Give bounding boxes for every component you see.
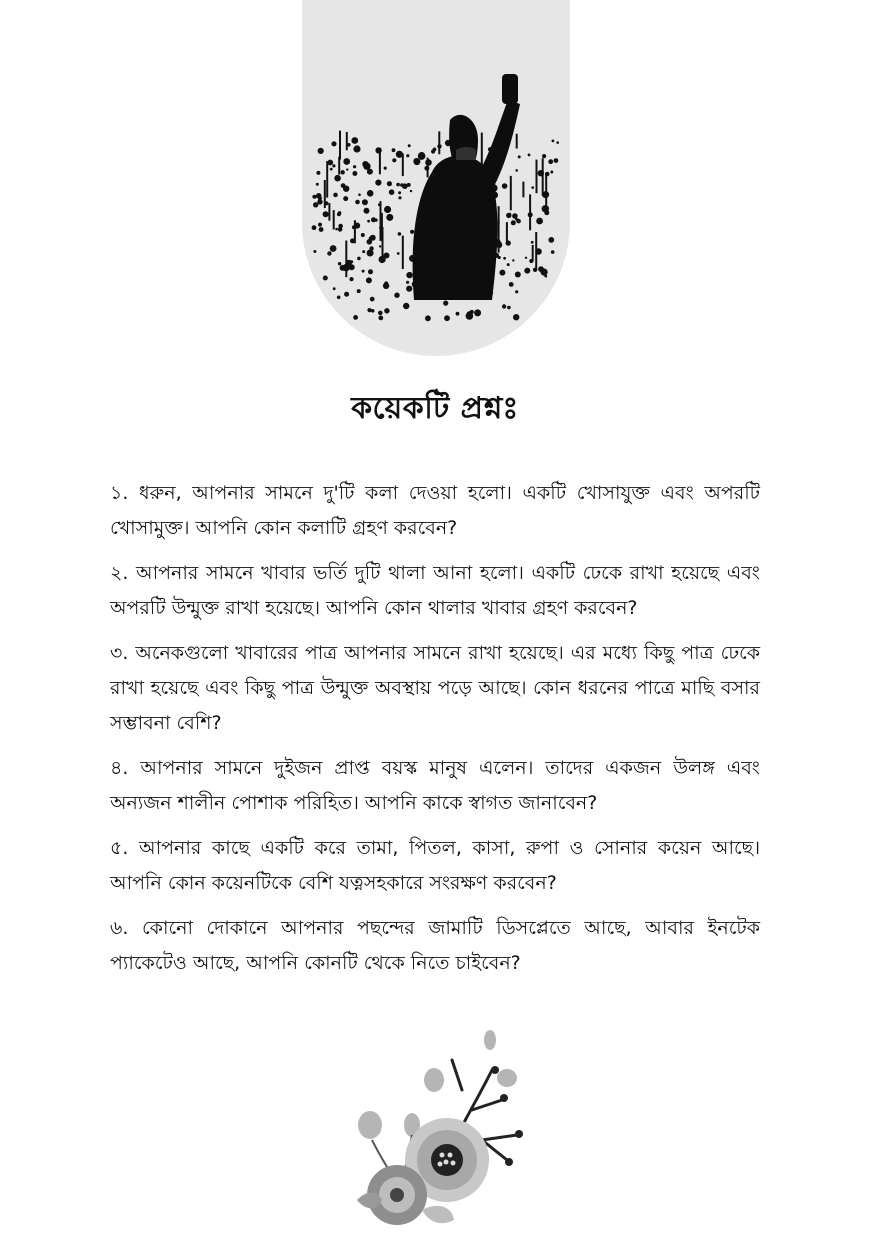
crowd-dot	[474, 309, 481, 316]
crowd-dot	[512, 259, 514, 261]
crowd-dot	[425, 315, 431, 321]
crowd-dot	[375, 180, 381, 186]
crowd-dot	[335, 228, 338, 231]
crowd-dot	[542, 154, 546, 158]
crowd-arm	[324, 180, 326, 208]
crowd-dot	[312, 195, 316, 199]
crowd-dot	[367, 250, 374, 257]
crowd-dot	[384, 206, 391, 213]
crowd-dot	[362, 199, 368, 205]
crowd-arm	[354, 220, 356, 243]
crowd-dot	[414, 158, 419, 163]
crowd-dot	[341, 170, 345, 174]
crowd-dot	[344, 292, 349, 297]
crowd-dot	[548, 237, 554, 243]
crowd-arm	[338, 157, 340, 175]
crowd-dot	[379, 245, 381, 247]
crowd-dot	[406, 154, 409, 157]
crowd-dot	[541, 269, 548, 276]
crowd-dot	[370, 235, 376, 241]
crowd-dot	[524, 268, 530, 274]
raised-fist-woman-icon	[302, 0, 570, 357]
crowd-arm	[379, 148, 381, 174]
crowd-dot	[316, 171, 320, 175]
crowd-dot	[375, 219, 378, 222]
crowd-arm	[328, 203, 330, 221]
crowd-dot	[502, 304, 506, 308]
crowd-dot	[384, 253, 390, 259]
crowd-dot	[366, 277, 372, 283]
crowd-dot	[554, 158, 559, 163]
crowd-dot	[362, 250, 365, 253]
crowd-arm	[542, 158, 544, 196]
crowd-dot	[353, 315, 358, 320]
crowd-dot	[403, 303, 409, 309]
protest-illustration	[302, 0, 570, 357]
crowd-dot	[387, 181, 392, 186]
question-list	[110, 476, 760, 991]
crowd-arm	[427, 158, 429, 178]
crowd-dot	[343, 196, 348, 201]
crowd-dot	[518, 155, 521, 158]
question-item: ১. ধরুন, আপনার সামনে দু'টি কলা দেওয়া হলো। একটি খোসাযুক্ত এবং অপরটি খোসামুক্ত। আপনি কোন কলাটি গ্রহণ করবেন?	[110, 482, 760, 539]
crowd-dot	[355, 200, 360, 205]
crowd-arm	[498, 221, 500, 253]
crowd-dot	[353, 145, 360, 152]
crowd-arm	[333, 210, 335, 229]
crowd-dot	[398, 232, 402, 236]
crowd-dot	[528, 154, 531, 157]
crowd-dot	[398, 191, 401, 194]
crowd-dot	[332, 164, 335, 167]
crowd-dot	[544, 275, 547, 278]
crowd-dot	[341, 183, 346, 188]
crowd-dot	[394, 293, 399, 298]
crowd-arm	[345, 241, 347, 278]
crowd-dot	[456, 312, 460, 316]
crowd-dot	[398, 196, 401, 199]
crowd-dot	[367, 190, 374, 197]
crowd-dot	[406, 281, 409, 284]
crowd-dot	[370, 297, 375, 302]
crowd-dot	[343, 158, 350, 165]
crowd-dot	[410, 190, 412, 192]
crowd-arm	[402, 236, 404, 269]
crowd-dot	[551, 250, 555, 254]
crowd-dot	[368, 269, 373, 274]
crowd-dot	[556, 141, 559, 144]
crowd-dot	[352, 171, 357, 176]
crowd-arm	[532, 245, 534, 261]
crowd-dot	[338, 262, 341, 265]
crowd-arm	[380, 201, 382, 241]
crowd-dot	[410, 230, 414, 234]
crowd-dot	[312, 225, 317, 230]
crowd-dot	[353, 165, 356, 168]
crowd-arm	[326, 161, 328, 198]
crowd-dot	[346, 168, 348, 170]
crowd-dot	[515, 290, 518, 293]
flower-bouquet-icon	[342, 1030, 532, 1235]
crowd-dot	[333, 287, 336, 290]
crowd-dot	[507, 306, 511, 310]
crowd-arm	[506, 222, 508, 242]
question-item: ৫. আপনার কাছে একটি করে তামা, পিতল, কাসা, রুপা ও সোনার কয়েন আছে। আপনি কোন কয়েনটিকে বেশি যত্নসহকারে সংরক্ষণ করবেন?	[110, 837, 760, 894]
crowd-dot	[384, 308, 389, 313]
crowd-arm	[545, 174, 547, 207]
crowd-dot	[503, 257, 506, 260]
crowd-dot	[513, 314, 519, 320]
crowd-arm	[438, 131, 440, 154]
question-item: ৩. অনেকগুলো খাবারের পাত্র আপনার সামনে রাখা হয়েছে। এর মধ্যে কিছু পাত্র ঢেকে রাখা হয়েছে এবং কিছু পাত্র উন্মুক্ত অবস্থায় পড়ে আছে। কোন ধরনের পাত্রে মাছি বসার সম্ভাবনা বেশি?	[110, 642, 760, 734]
crowd-dot	[536, 218, 543, 225]
crowd-dot	[443, 301, 448, 306]
crowd-dot	[515, 272, 521, 278]
crowd-dot	[389, 189, 395, 195]
crowd-dot	[313, 250, 316, 253]
crowd-arm	[516, 134, 518, 149]
crowd-dot	[349, 277, 353, 281]
page-title: কয়েকটি প্রশ্নঃ	[351, 391, 519, 426]
crowd-dot	[507, 263, 510, 266]
crowd-dot	[408, 144, 411, 147]
crowd-dot	[552, 140, 555, 143]
crowd-dot	[397, 252, 400, 255]
crowd-dot	[396, 183, 400, 187]
crowd-dot	[509, 282, 514, 287]
crowd-dot	[525, 257, 527, 259]
crowd-dot	[383, 283, 389, 289]
crowd-dot	[361, 233, 365, 237]
crowd-dot	[323, 211, 329, 217]
crowd-dot	[511, 220, 516, 225]
crowd-arm	[536, 160, 538, 194]
crowd-dot	[358, 193, 361, 196]
crowd-arm	[535, 232, 537, 269]
crowd-dot	[499, 270, 505, 276]
crowd-dot	[467, 311, 473, 317]
flower-ornament	[342, 1030, 532, 1235]
crowd-dot	[362, 270, 365, 273]
question-item: ৬. কোনো দোকানে আপনার পছন্দের জামাটি ডিসপ্লেতে আছে, আবার ইনটেক প্যাকেটেও আছে, আপনি কোনটি থেকে নিতে চাইবেন?	[110, 917, 760, 974]
crowd-dot	[351, 137, 358, 144]
crowd-dot	[340, 265, 346, 271]
question-item: ৪. আপনার সামনে দুইজন প্রাপ্ত বয়স্ক মানুষ এলেন। তাদের একজন উলঙ্গ এবং অন্যজন শালীন পোশাক পরিহিত। আপনি কাকে স্বাগত জানাবেন?	[110, 757, 760, 814]
crowd-dot	[531, 241, 534, 244]
crowd-dot	[318, 148, 324, 154]
crowd-dot	[318, 223, 322, 227]
crowd-arm	[382, 227, 384, 260]
crowd-dot	[316, 193, 322, 199]
crowd-arm	[529, 194, 531, 230]
crowd-dot	[402, 183, 408, 189]
crowd-dot	[431, 149, 435, 153]
crowd-dot	[444, 315, 450, 321]
crowd-dot	[392, 148, 396, 152]
crowd-dot	[550, 171, 553, 174]
crowd-dot	[327, 251, 331, 255]
crowd-arm	[346, 132, 348, 150]
crowd-dot	[392, 158, 396, 162]
crowd-arm	[510, 176, 512, 210]
crowd-dot	[357, 257, 361, 261]
crowd-dot	[367, 308, 371, 312]
crowd-dot	[506, 213, 511, 218]
question-item: ২. আপনার সামনে খাবার ভর্তি দুটি থালা আনা হলো। একটি ঢেকে রাখা হয়েছে এবং অপরটি উন্মুক্ত রাখা হয়েছে। আপনি কোন থালার খাবার গ্রহণ করবেন?	[110, 562, 760, 619]
crowd-dot	[531, 186, 534, 189]
crowd-dot	[337, 212, 341, 216]
crowd-dot	[364, 208, 370, 214]
crowd-dot	[406, 272, 412, 278]
crowd-dot	[384, 167, 387, 170]
crowd-dot	[544, 210, 549, 215]
crowd-arm	[339, 131, 341, 160]
crowd-dot	[330, 245, 337, 252]
crowd-dot	[406, 286, 412, 292]
crowd-dot	[338, 227, 343, 232]
crowd-arm	[402, 154, 404, 177]
crowd-dot	[515, 169, 518, 172]
crowd-dot	[418, 152, 425, 159]
crowd-dot	[331, 141, 336, 146]
crowd-dot	[502, 183, 508, 189]
crowd-dot	[337, 296, 341, 300]
crowd-dot	[367, 220, 370, 223]
crowd-dot	[317, 199, 322, 204]
crowd-dot	[323, 276, 328, 281]
crowd-dot	[334, 175, 341, 182]
crowd-dot	[512, 213, 518, 219]
crowd-dot	[363, 163, 370, 170]
crowd-dot	[333, 193, 338, 198]
crowd-dot	[316, 183, 319, 186]
crowd-arm	[522, 182, 524, 198]
crowd-dot	[357, 289, 361, 293]
crowd-dot	[378, 311, 383, 316]
crowd-dot	[548, 159, 553, 164]
crowd-dot	[378, 316, 383, 321]
crowd-dot	[386, 214, 393, 221]
crowd-dot	[330, 168, 333, 171]
crowd-dot	[319, 227, 324, 232]
